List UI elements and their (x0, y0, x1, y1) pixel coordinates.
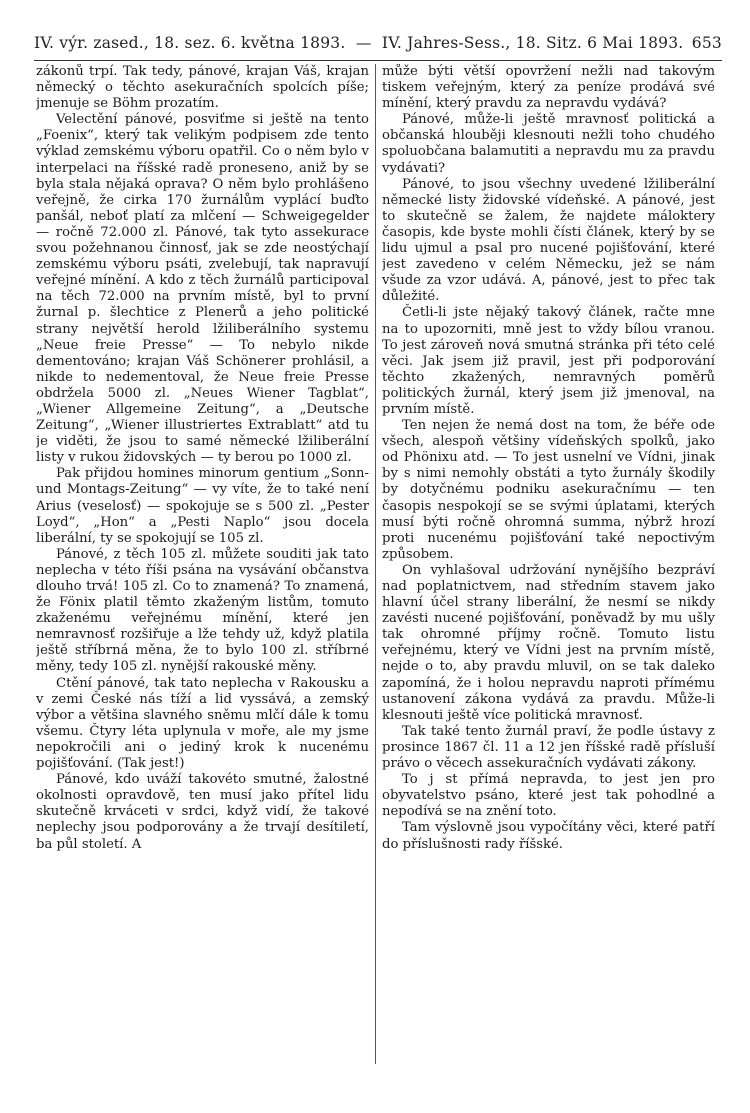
paragraph: Tak také tento žurnál praví, že podle ústavy z prosince 1867 čl. 11 a 12 jen říšské radě přísluší právo o věcech assekuračních vydávati zákony. (382, 723, 715, 772)
paragraph: Pánové, kdo uváží takovéto smutné, žalostné okolnosti opravdově, ten musí jako přítel lidu skutečně krváceti v srdci, když vidí, že takové neplechy jsou podporovány a že trvají desítiletí, ba půl století. A (36, 772, 369, 852)
paragraph: To j st přímá nepravda, to jest jen pro obyvatelstvo psáno, které jest tak pohodlné a nepodívá se na znění toto. (382, 772, 715, 820)
column-divider (375, 64, 376, 1064)
paragraph: Pánové, z těch 105 zl. můžete souditi jak tato neplecha v této říši psána na vysávání občanstva dlouho trvá! 105 zl. Co to znamená? To znamená, že Fönix platil těmto zkaženým listům, tomuto zkaženému veřejnému mínění, které jen nemravnosť rozšiřuje a lže tehdy už, když platila ještě stříbrná měna, že to bylo 100 zl. stříbrné měny, tedy 105 zl. nynější rakouské měny. (36, 546, 369, 675)
header-rule (34, 60, 722, 61)
page-number: 653 (691, 34, 722, 52)
paragraph: může býti větší opovržení nežli nad takovým tiskem veřejným, který za peníze prodává své mínění, který pravdu za nepravdu vydává? (382, 64, 715, 112)
paragraph: Velectění pánové, posviťme si ještě na tento „Foenix“, který tak velikým podpisem zde tento výklad zemskému výboru opatřil. Co o něm bylo v interpelaci na říšské radě proneseno, aniž by se byla stala nějaká oprava? O něm bylo prohlášeno veřejně, že cirka 170 žurnálům vyplácí buďto panšál, neboť platí za mlčení — Schweigegelder — ročně 72.000 zl. Pánové, tak tyto assekurace svou požehnanou činnosť, jak se zde neostýchají zemskému výboru psáti, zvelebují, tak napravují veřejné mínění. A kdo z těch žurnálů participoval na těch 72.000 na prvním místě, byl to první žurnal p. šlechtice z Plenerů a jeho politické strany největší herold lžiliberálního systemu „Neue freie Presse“ — To nebylo nikde dementováno; krajan Váš Schönerer prohlásil, a nikde to nedementoval, že Neue freie Presse obdržela 5000 zl. „Neues Wiener Tagblat“, „Wiener Allgemeine Zeitung“, a „Deutsche Zeitung“, „Wiener illustriertes Extrablatt“ atd tu je viděti, že jsou to samé německé lžiliberální listy v rukou židovských — ty berou po 1000 zl. (36, 112, 369, 466)
header-czech-session: IV. výr. zased., 18. sez. 6. května 1893. (34, 34, 346, 52)
paragraph: zákonů trpí. Tak tedy, pánové, krajan Váš, krajan německý o těchto asekuračních spolcích píše; jmenuje se Böhm prozatím. (36, 64, 369, 112)
header-separator: — (355, 34, 372, 52)
right-column (382, 64, 715, 1054)
paragraph: Pánové, to jsou všechny uvedené lžiliberální německé listy židovské vídeňské. A pánové, jest to skutečně se žalem, že najdete máloktery časopis, kde byste mohli čísti článek, který by se lidu ujmul a psal pro nucené pojišťování, které jest zavedeno v celém Německu, jež se nám všude za vzor udává. A, pánové, jest to přec tak důležité. (382, 176, 715, 305)
paragraph: Četli-li jste nějaký takový článek, račte mne na to upozorniti, mně jest to vždy bílou vranou. To jest zároveň nová smutná stránka při této celé věci. Jak jsem již pravil, jest při podporování těchto zkažených, nemravných poměrů politických žurnál, který jsem již jmenoval, na prvním místě. (382, 305, 715, 417)
header-german-session: IV. Jahres-Sess., 18. Sitz. 6 Mai 1893. (381, 34, 684, 52)
paragraph: On vyhlašoval udržování nynějšího bezpráví nad poplatnictvem, nad středním stavem jako hlavní účel strany liberální, že nesmí se nikdy zavésti nucené pojišťování, poněvadž by mu ušly tak ohromné příjmy ročně. Tomuto listu veřejnému, který ve Vídni jest na prvním místě, nejde o to, aby pravdu mluvil, on se tak daleko zapomíná, že i holou nepravdu naproti přímému ustanovení zákona vydává za pravdu. Může-li klesnouti ještě více politická mravnosť. (382, 562, 715, 723)
paragraph: Ctění pánové, tak tato neplecha v Rakousku a v zemi České nás tíží a lid vyssává, a zemský výbor a většina slavného sněmu mlčí dále k tomu všemu. Čtyry léta uplynula v moře, ale my jsme nepokročili ani o jediný krok k nucenému pojišťování. (Tak jest!) (36, 675, 369, 772)
paragraph: Tam výslovně jsou vypočítány věci, které patří do příslušnosti rady říšské. (382, 820, 715, 852)
running-header (34, 34, 722, 58)
left-column (36, 64, 369, 1054)
paragraph: Pak přijdou homines minorum gentium „Sonn- und Montags-Zeitung“ — vy víte, že to také není Arius (veselosť) — spokojuje se s 500 zl. „Pester Loyd“, „Hon“ a „Pesti Naplo“ jsou docela liberální, ty se spokojují se 105 zl. (36, 466, 369, 546)
paragraph: Pánové, může-li ještě mravnosť politická a občanská hlouběji klesnouti nežli toho chudého spoluobčana balamutiti a nepravdu mu za pravdu vydávati? (382, 112, 715, 176)
paragraph: Ten nejen že nemá dost na tom, že béře ode všech, alespoň většiny vídeňských spolků, jako od Phönixu atd. — To jest usnelní ve Vídni, jinak by s nimi nemohly obstáti a tyto žurnály škodily by dotyčnému podniku asekuračnímu — ten časopis nespokojí se se svými úplatami, kterých musí býti ročně ohromná summa, nýbrž hrozí proti nucenému pojišťování také nepoctivým způsobem. (382, 418, 715, 562)
